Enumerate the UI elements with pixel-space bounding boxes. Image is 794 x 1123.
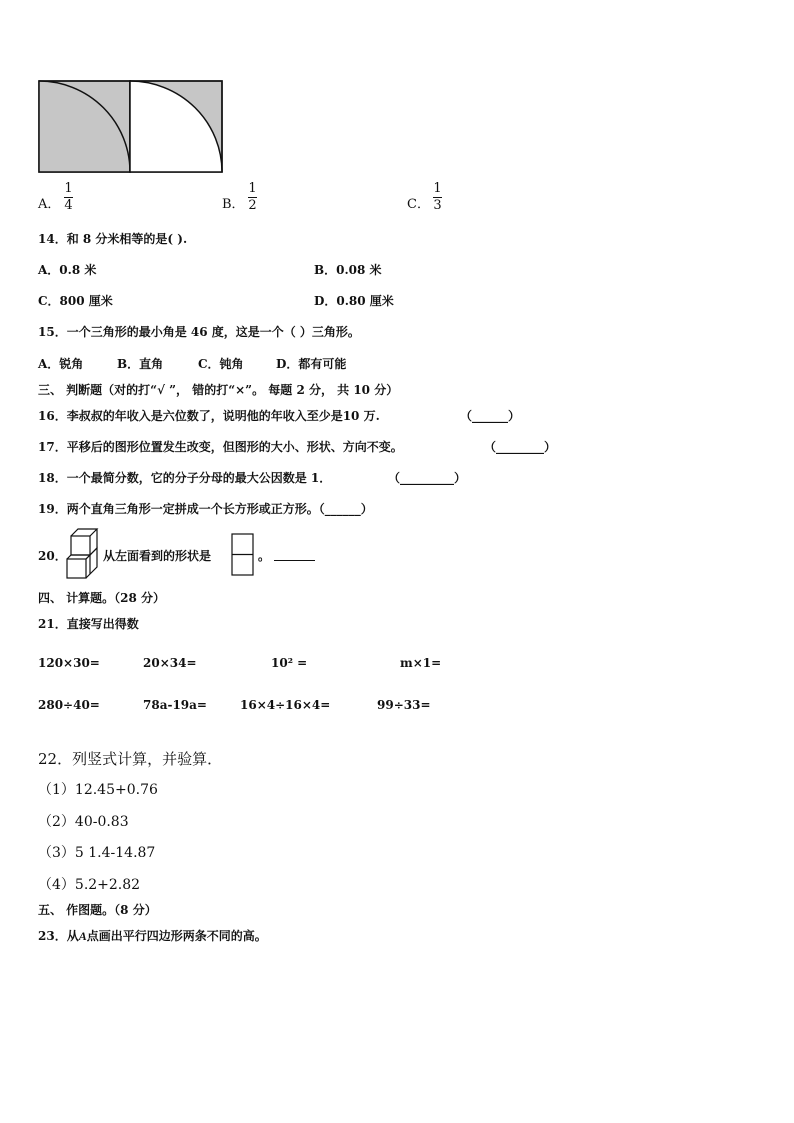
q21-item: 20×34= (143, 656, 197, 670)
q23-suffix: 点画出平行四边形两条不同的高。 (86, 929, 267, 943)
q19-text: 19．两个直角三角形一定拼成一个长方形或正方形。（______） (38, 502, 373, 516)
q21-item: 99÷33= (377, 698, 431, 712)
q22-item: （2）40-0.83 (38, 814, 129, 830)
denominator: 4 (64, 198, 73, 213)
numerator: 1 (433, 181, 442, 196)
point-a-label: A (78, 929, 87, 943)
q14-option-d: D．0.80 厘米 (314, 294, 394, 308)
q17-text: 17．平移后的图形位置发生改变，但图形的大小、形状、方向不变。 (38, 440, 403, 454)
q15-option-b: B．直角 (117, 357, 164, 371)
q21-item: 78a-19a= (143, 698, 207, 712)
q21-stem: 21．直接写出得数 (38, 617, 139, 631)
left-view-figure (231, 533, 255, 577)
q13-figure (38, 80, 226, 176)
q22-item: （1）12.45+0.76 (38, 782, 158, 798)
q13-option-c-letter: C． (407, 197, 430, 212)
q22-item: （3）5 1.4-14.87 (38, 845, 156, 861)
q23-text (38, 927, 267, 944)
q13-option-b-fraction (248, 182, 257, 213)
q20-answer-blank[interactable] (274, 548, 315, 561)
q18-text: 18．一个最简分数，它的分子分母的最大公因数是 1． (38, 471, 332, 485)
q13-option-b-letter: B． (222, 197, 245, 212)
q21-item: 280÷40= (38, 698, 100, 712)
q18-answer-bracket[interactable]: （_________） (388, 471, 467, 485)
q22-stem: 22．列竖式计算，并验算． (38, 750, 223, 768)
q13-option-a-fraction (64, 182, 73, 213)
q20-text: 从左面看到的形状是 (103, 549, 212, 563)
q21-item: 16×4÷16×4= (240, 698, 331, 712)
denominator: 3 (433, 198, 442, 213)
numerator: 1 (248, 181, 257, 196)
q15-option-d: D．都有可能 (276, 357, 347, 371)
q21-item: m×1= (400, 656, 442, 670)
q17-answer-bracket[interactable]: （________） (484, 440, 557, 454)
numerator: 1 (64, 181, 73, 196)
q21-item: 120×30= (38, 656, 100, 670)
cube-stack-figure (64, 527, 100, 581)
q16-answer-bracket[interactable]: （______） (460, 409, 521, 423)
q15-option-a: A．锐角 (38, 357, 84, 371)
q14-option-a: A．0.8 米 (38, 263, 97, 277)
q15-option-c: C．钝角 (198, 357, 244, 371)
q20-period: 。 (258, 549, 271, 563)
q14-option-b: B．0.08 米 (314, 263, 382, 277)
denominator: 2 (248, 198, 257, 213)
q15-stem: 15．一个三角形的最小角是 46 度，这是一个（ ）三角形。 (38, 325, 360, 339)
q13-option-c-fraction (433, 182, 442, 213)
q16-text: 16．李叔叔的年收入是六位数了，说明他的年收入至少是10 万. (38, 409, 380, 423)
section3-heading: 三、 判断题（对的打“√ ”， 错的打“×”。 每题 2 分， 共 10 分） (38, 383, 399, 397)
section4-heading: 四、 计算题。（28 分） (38, 591, 166, 605)
q14-option-c: C．800 厘米 (38, 294, 113, 308)
q22-item: （4）5.2+2.82 (38, 877, 141, 893)
q13-option-a-letter: A． (38, 197, 61, 212)
section5-heading: 五、 作图题。（8 分） (38, 903, 157, 917)
q21-item: 10² = (271, 656, 308, 670)
q14-stem: 14．和 8 分米相等的是( ). (38, 232, 188, 246)
q20-number: 20． (38, 549, 67, 563)
q23-prefix: 23．从 (38, 929, 79, 943)
